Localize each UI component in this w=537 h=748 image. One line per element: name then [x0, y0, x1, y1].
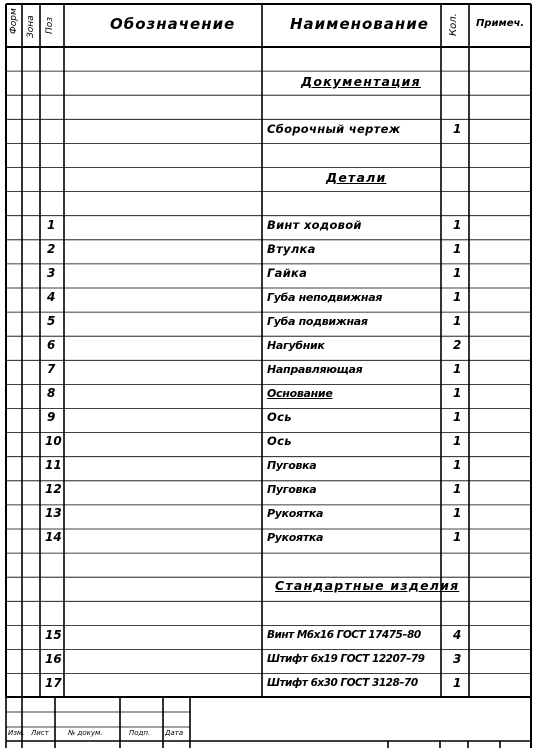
part-pos: 4	[47, 290, 56, 304]
doc-qty: 1	[453, 122, 462, 136]
std-qty: 4	[453, 628, 462, 642]
section-details: Детали	[326, 170, 387, 185]
part-qty: 1	[453, 410, 462, 424]
part-qty: 1	[453, 218, 462, 232]
part-qty: 1	[453, 314, 462, 328]
std-pos: 16	[45, 652, 62, 666]
title-block-signature: Подп.	[129, 729, 151, 737]
std-qty: 1	[453, 676, 462, 690]
title-block-doc-no: № докум.	[68, 729, 103, 737]
header-note: Примеч.	[476, 18, 525, 29]
part-pos: 6	[47, 338, 56, 352]
part-pos: 13	[45, 506, 62, 520]
part-qty: 1	[453, 266, 462, 280]
header-designation: Обозначение	[110, 15, 236, 33]
part-name: Губа неподвижная	[267, 291, 383, 304]
doc-name: Сборочный чертеж	[267, 122, 401, 136]
part-name: Ось	[267, 410, 292, 424]
title-block-date: Дата	[165, 729, 184, 737]
part-qty: 1	[453, 242, 462, 256]
section-standard: Стандартные изделия	[275, 578, 460, 593]
part-qty: 2	[453, 338, 462, 352]
part-pos: 8	[47, 386, 56, 400]
std-qty: 3	[453, 652, 462, 666]
part-pos: 11	[45, 458, 62, 472]
part-pos: 12	[45, 482, 62, 496]
std-pos: 17	[45, 676, 62, 690]
part-qty: 1	[453, 362, 462, 376]
part-name: Нагубник	[267, 339, 325, 352]
part-qty: 1	[453, 386, 462, 400]
header-name: Наименование	[290, 15, 429, 33]
part-pos: 10	[45, 434, 62, 448]
part-name: Винт ходовой	[267, 218, 362, 232]
part-name: Втулка	[267, 242, 316, 256]
part-name: Рукоятка	[267, 531, 324, 544]
part-qty: 1	[453, 482, 462, 496]
part-qty: 1	[453, 290, 462, 304]
part-pos: 5	[47, 314, 56, 328]
header-format: Форм	[9, 8, 19, 34]
part-qty: 1	[453, 458, 462, 472]
part-name: Рукоятка	[267, 507, 324, 520]
header-zone: Зона	[26, 15, 36, 38]
std-name: Винт М6х16 ГОСТ 17475–80	[267, 629, 421, 641]
part-name: Направляющая	[267, 363, 363, 376]
header-pos: Поз	[45, 16, 55, 34]
part-name: Гайка	[267, 266, 308, 280]
part-pos: 3	[47, 266, 56, 280]
part-pos: 9	[47, 410, 56, 424]
part-pos: 2	[47, 242, 56, 256]
std-name: Штифт 6х19 ГОСТ 12207–79	[267, 653, 425, 665]
part-name: Пуговка	[267, 483, 317, 496]
part-name: Ось	[267, 434, 292, 448]
part-qty: 1	[453, 434, 462, 448]
section-documentation: Документация	[301, 74, 421, 89]
std-name: Штифт 6х30 ГОСТ 3128–70	[267, 677, 418, 689]
part-qty: 1	[453, 530, 462, 544]
part-pos: 14	[45, 530, 62, 544]
part-name: Пуговка	[267, 459, 317, 472]
part-pos: 1	[47, 218, 56, 232]
part-name: Основание	[267, 387, 333, 400]
title-block-change: Изм.	[8, 729, 25, 737]
header-qty: Кол.	[448, 13, 459, 36]
part-qty: 1	[453, 506, 462, 520]
std-pos: 15	[45, 628, 62, 642]
part-pos: 7	[47, 362, 56, 376]
part-name: Губа подвижная	[267, 315, 368, 328]
title-block-sheet: Лист	[31, 729, 49, 737]
